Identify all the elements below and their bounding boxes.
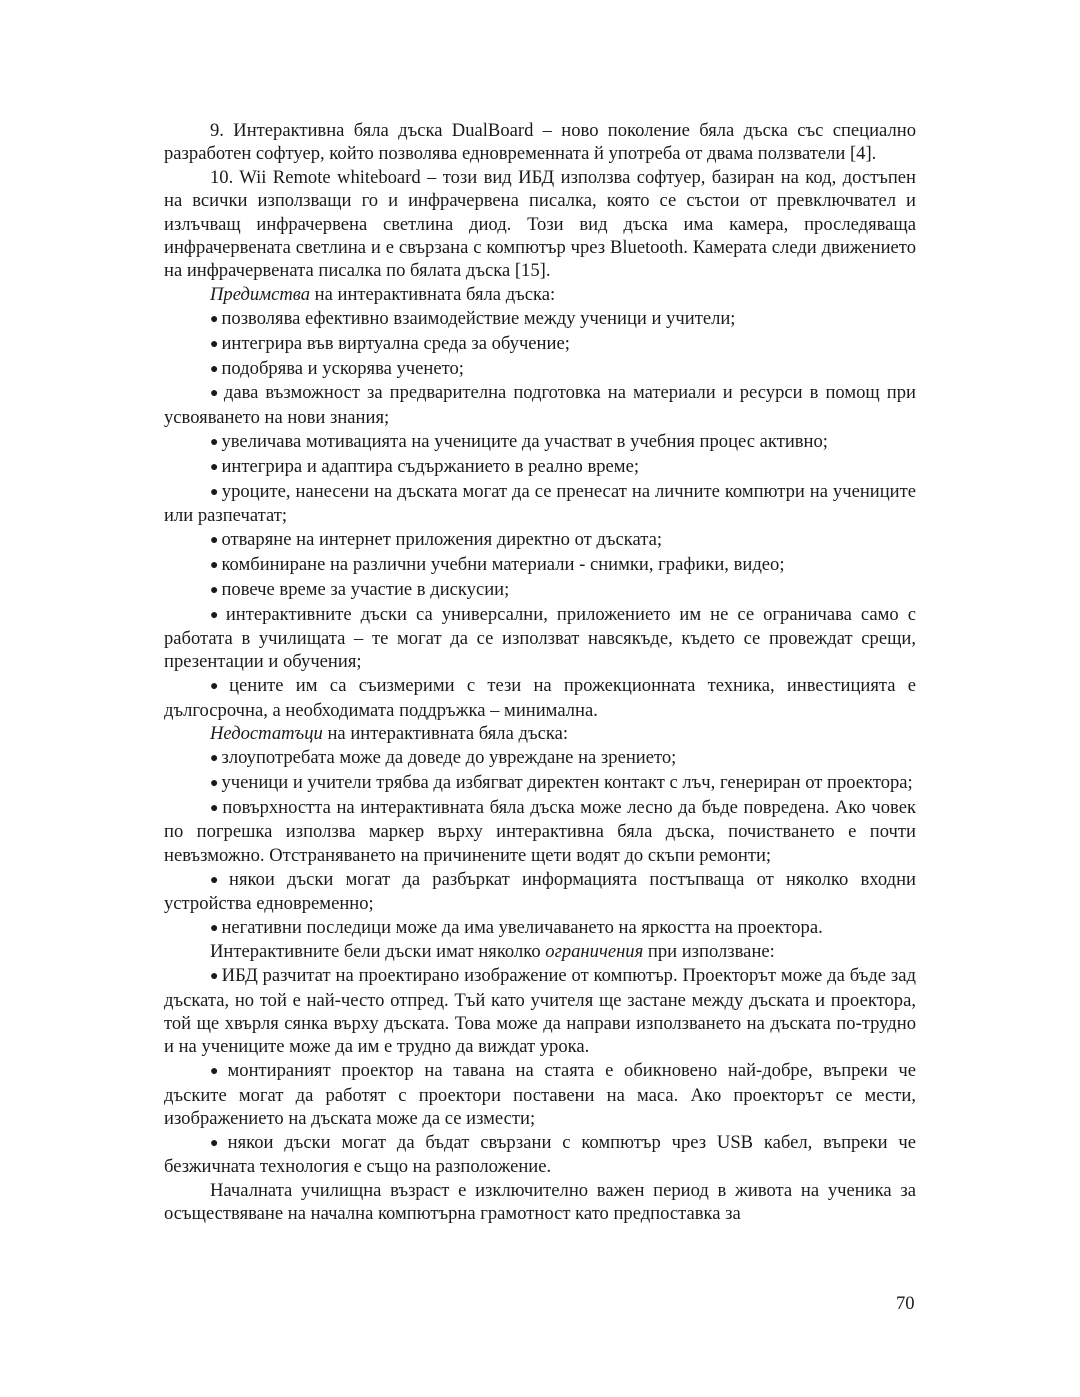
paragraph: 10. Wii Remote whiteboard – този вид ИБД използва софтуер, базиран на код, достъпен на всички използващи го и инфрачервена писалка, която се състои от превключвател и излъчващ инфрачервена светлина диод. Този вид дъска има камера, проследяваща инфрачервената светлина и е свързана с компютър чрез Bluetooth. Камерата следи движението на инфрачервената писалка по бялата дъска [15]. xyxy=(164,166,916,282)
list-item: ● злоупотребата може да доведе до увреждане на зрението; xyxy=(210,747,677,769)
list-item: ● дава възможност за предварителна подготовка на материали и ресурси в помощ при усвояването на нови знания; xyxy=(164,382,916,428)
bullet-icon: ● xyxy=(210,1136,225,1152)
list-item: ● уроците, нанесени на дъската могат да се пренесат на личните компютри на учениците или разпечатат; xyxy=(164,480,916,526)
bullet-icon: ● xyxy=(210,459,219,475)
bullet-icon: ● xyxy=(210,969,219,985)
bullet-icon: ● xyxy=(210,679,227,695)
paragraph: Началната училищна възраст е изключително важен период в живота на ученика за осъществяване на начална компютърна грамотност като предпоставка за xyxy=(164,1179,916,1225)
bullet-icon: ● xyxy=(210,532,219,548)
list-item: ● подобрява и ускорява ученето; xyxy=(210,357,464,379)
section-heading-disadvantages: Недостатъци на интерактивната бяла дъска: xyxy=(210,723,568,745)
list-item: ● интерактивните дъски са универсални, приложението им не се ограничава само с работата в училищата – те могат да се използват навсякъде, където се провеждат срещи, презентации и обучения; xyxy=(164,603,916,673)
bullet-icon: ● xyxy=(210,920,219,936)
list-item: ● интегрира и адаптира съдържанието в реално време; xyxy=(210,455,639,477)
list-item: ● цените им са съизмерими с тези на прожекционната техника, инвестицията е дългосрочна, а необходимата поддръжка – минимална. xyxy=(164,675,917,721)
list-item: ● комбиниране на различни учебни материали - снимки, графики, видео; xyxy=(210,553,785,575)
section-heading-limitations: Интерактивните бели дъски имат няколко ограничения при използване: xyxy=(210,941,775,963)
list-item: ● ученици и учители трябва да избягват директен контакт с лъч, генериран от проектора; xyxy=(210,771,913,793)
bullet-icon: ● xyxy=(210,1064,225,1080)
list-item: ● ИБД разчитат на проектирано изображение от компютър. Проекторът може да бъде зад дъската, но той е най-често отпред. Тъй като учителя ще застане между дъската и проектора, той ще хвърля сянка върху дъската. Това може да направи използването на дъската по-трудно и на учениците може да им е трудно да виждат урока. xyxy=(164,965,916,1058)
bullet-icon: ● xyxy=(210,361,219,377)
list-item: ● увеличава мотивацията на учениците да участват в учебния процес активно; xyxy=(210,430,828,452)
list-item: ● позволява ефективно взаимодействие между ученици и учители; xyxy=(210,307,736,329)
bullet-icon: ● xyxy=(210,336,219,352)
list-item: ● повърхността на интерактивната бяла дъска може лесно да бъде повредена. Ако човек по погрешка използва маркер върху интерактивна бяла дъска, почистването е почти невъзможно. Отстраняването на причинените щети водят до скъпи ремонти; xyxy=(164,796,916,866)
bullet-icon: ● xyxy=(210,800,220,816)
bullet-icon: ● xyxy=(210,434,219,450)
list-item: ● отваряне на интернет приложения директно от дъската; xyxy=(210,528,663,550)
paragraph: 9. Интерактивна бяла дъска DualBoard – ново поколение бяла дъска със специално разработен софтуер, който позволява едновременната й употреба от двама ползватели [4]. xyxy=(164,120,916,165)
list-item: ● някои дъски могат да разбъркат информацията постъпваща от няколко входни устройства едновременно; xyxy=(164,868,916,914)
list-item: ● интегрира във виртуална среда за обучение; xyxy=(210,332,570,354)
document-body xyxy=(164,119,916,1226)
bullet-icon: ● xyxy=(210,557,219,573)
bullet-icon: ● xyxy=(210,582,219,598)
bullet-icon: ● xyxy=(210,872,227,888)
bullet-icon: ● xyxy=(210,311,219,327)
bullet-icon: ● xyxy=(210,484,219,500)
bullet-icon: ● xyxy=(210,386,221,402)
list-item: ● повече време за участие в дискусии; xyxy=(210,578,510,600)
bullet-icon: ● xyxy=(210,751,219,767)
list-item: ● някои дъски могат да бъдат свързани с компютър чрез USB кабел, въпреки че безжичната технология е също на разположение. xyxy=(164,1132,916,1178)
bullet-icon: ● xyxy=(210,607,223,623)
list-item: ● монтираният проектор на тавана на стаята е обикновено най-добре, въпреки че дъските могат да работят с проектори поставени на маса. Ако проекторът се мести, изображението на дъската може да се измести; xyxy=(164,1060,916,1130)
bullet-icon: ● xyxy=(210,775,219,791)
list-item: ● негативни последици може да има увеличаването на яркостта на проектора. xyxy=(210,916,823,938)
page-number: 70 xyxy=(896,1293,915,1314)
section-heading-advantages: Предимства на интерактивната бяла дъска: xyxy=(210,283,556,305)
